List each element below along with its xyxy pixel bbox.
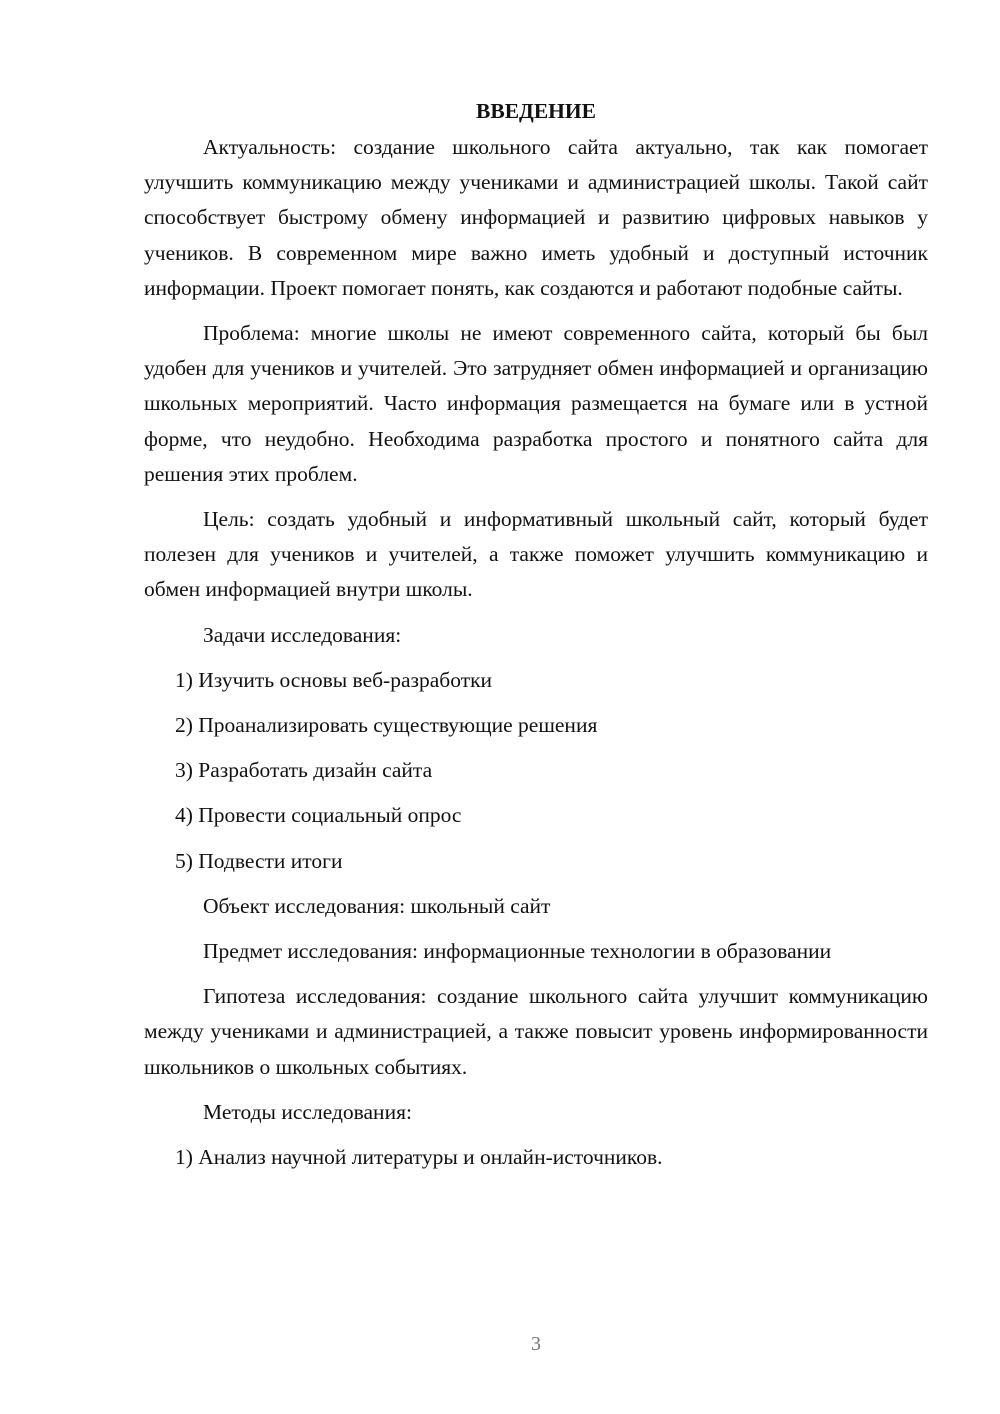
task-item: 2) Проанализировать существующие решения [175, 713, 598, 738]
method-item: 1) Анализ научной литературы и онлайн-источников. [175, 1145, 663, 1170]
hypothesis-paragraph: Гипотеза исследования: создание школьного сайта улучшит коммуникацию между учениками и администрацией, а также повысит уровень информированности школьников о школьных событиях. [144, 984, 928, 1079]
page-heading: ВВЕДЕНИЕ [476, 99, 596, 123]
task-item: 5) Подвести итоги [175, 848, 343, 873]
task-item: 4) Провести социальный опрос [175, 803, 462, 828]
relevance-paragraph: Актуальность: создание школьного сайта актуально, так как помогает улучшить коммуникацию между учениками и администрацией школы. Такой сайт способствует быстрому обмену информацией и развитию цифровых навыков у учеников. В современном мире важно иметь удобный и доступный источник информации. Проект помогает понять, как создаются и работают подобные сайты. [144, 135, 928, 300]
goal-paragraph: Цель: создать удобный и информативный школьный сайт, который будет полезен для учеников и учителей, а также поможет улучшить коммуникацию и обмен информацией внутри школы. [144, 507, 928, 602]
methods-list [144, 1140, 928, 1175]
methods-title: Методы исследования: [203, 1099, 412, 1124]
task-item: 3) Разработать дизайн сайта [175, 758, 433, 783]
problem-paragraph: Проблема: многие школы не имеют современного сайта, который бы был удобен для учеников и учителей. Это затрудняет обмен информацией и организацию школьных мероприятий. Часто информация размещается на бумаге или в устной форме, что неудобно. Необходима разработка простого и понятного сайта для решения этих проблем. [144, 321, 928, 486]
object-line: Объект исследования: школьный сайт [203, 893, 551, 918]
subject-paragraph: Предмет исследования: информационные технологии в образовании [203, 939, 832, 964]
task-item: 1) Изучить основы веб-разработки [175, 667, 493, 692]
tasks-list [144, 663, 928, 879]
page-number: 3 [531, 1333, 541, 1355]
tasks-title: Задачи исследования: [203, 622, 402, 647]
page-content [144, 96, 928, 1185]
